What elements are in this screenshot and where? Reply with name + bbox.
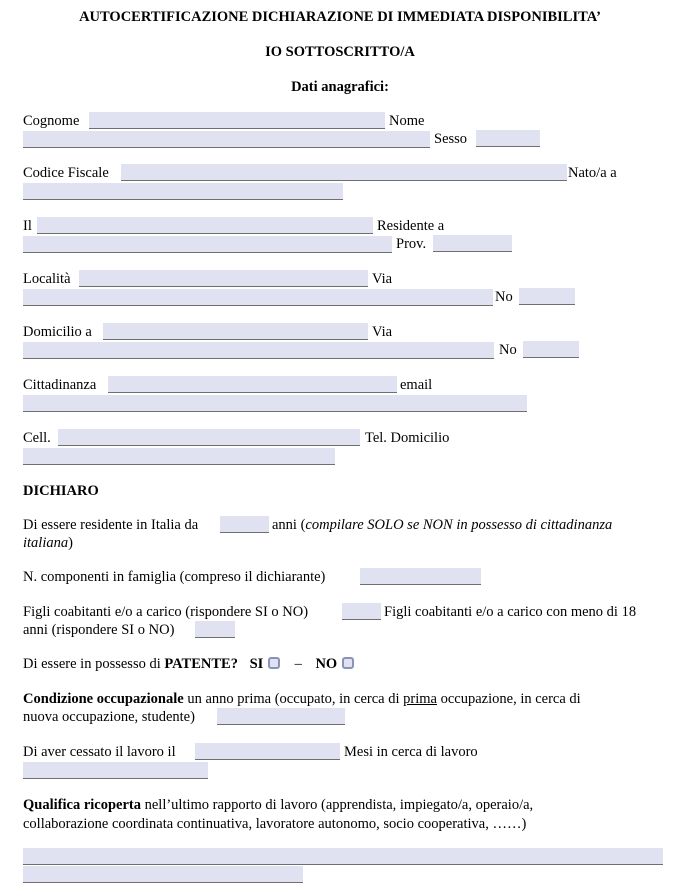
nome-field[interactable]	[23, 131, 430, 148]
numero-civico-domicilio-field[interactable]	[523, 341, 579, 358]
data-cessazione-field[interactable]	[195, 743, 340, 760]
document-title: AUTOCERTIFICAZIONE DICHIARAZIONE DI IMMEDIATA DISPONIBILITA’	[79, 9, 601, 25]
residente-italia-label: Di essere residente in Italia da	[23, 517, 199, 533]
cittadinanza-label: Cittadinanza	[23, 377, 97, 393]
condizione-occupazionale-label: Condizione occupazionale un anno prima (occupato, in cerca di prima occupazione, in cerca di	[23, 691, 581, 707]
figli-minori-label-cont: anni (rispondere SI o NO)	[23, 622, 175, 638]
no-domicilio-label: No	[499, 342, 517, 358]
email-field[interactable]	[23, 395, 527, 412]
figli-minori-field[interactable]	[195, 621, 235, 638]
dichiaro-heading: DICHIARO	[23, 483, 99, 499]
numero-civico-residenza-field[interactable]	[519, 288, 575, 305]
domicilio-a-field[interactable]	[103, 323, 368, 340]
figli-carico-field[interactable]	[342, 603, 381, 620]
section-heading: Dati anagrafici:	[291, 79, 389, 95]
domicilio-a-label: Domicilio a	[23, 324, 92, 340]
via-domicilio-label: Via	[372, 324, 393, 340]
qualifica-label: Qualifica ricoperta nell’ultimo rapporto di lavoro (apprendista, impiegato/a, operaio/a,	[23, 797, 534, 813]
qualifica-field[interactable]	[23, 848, 663, 865]
localita-field[interactable]	[79, 270, 368, 287]
via-label: Via	[372, 271, 393, 287]
figli-carico-label: Figli coabitanti e/o a carico (rispondere SI o NO)	[23, 604, 309, 620]
residente-a-label: Residente a	[377, 218, 445, 234]
cognome-label: Cognome	[23, 113, 80, 129]
cell-field[interactable]	[58, 429, 360, 446]
sesso-field[interactable]	[476, 130, 540, 147]
patente-row: Di essere in possesso di PATENTE? SI – NO	[23, 656, 355, 673]
subtitle: IO SOTTOSCRITTO/A	[265, 44, 415, 60]
patente-no-radio[interactable]	[342, 657, 354, 669]
codice-fiscale-label: Codice Fiscale	[23, 165, 109, 181]
mesi-ricerca-field[interactable]	[23, 762, 208, 779]
via-domicilio-field[interactable]	[23, 342, 494, 359]
qualifica-field-cont[interactable]	[23, 866, 303, 883]
mesi-ricerca-label: Mesi in cerca di lavoro	[344, 744, 478, 760]
nome-label: Nome	[389, 113, 425, 129]
prov-label: Prov.	[396, 236, 427, 252]
residente-italia-note: anni (compilare SOLO se NON in possesso di cittadinanza	[272, 517, 613, 533]
componenti-famiglia-field[interactable]	[360, 568, 481, 585]
qualifica-label-cont: collaborazione coordinata continuativa, lavoratore autonomo, socio cooperativa, ……)	[23, 816, 527, 832]
residente-italia-note-cont: italiana)	[23, 535, 73, 551]
componenti-famiglia-label: N. componenti in famiglia (compreso il dichiarante)	[23, 569, 326, 585]
condizione-occupazionale-label-cont: nuova occupazione, studente)	[23, 709, 195, 725]
tel-domicilio-field[interactable]	[23, 448, 335, 465]
cognome-field[interactable]	[89, 112, 385, 129]
email-label: email	[400, 377, 433, 393]
prov-field[interactable]	[433, 235, 512, 252]
via-residenza-field[interactable]	[23, 289, 493, 306]
nato-a-field[interactable]	[23, 183, 343, 200]
residente-a-field[interactable]	[23, 236, 392, 253]
condizione-occupazionale-field[interactable]	[217, 708, 345, 725]
sesso-label: Sesso	[434, 131, 468, 147]
figli-minori-label: Figli coabitanti e/o a carico con meno di 18	[384, 604, 637, 620]
anni-residenza-field[interactable]	[220, 516, 269, 533]
cessato-lavoro-label: Di aver cessato il lavoro il	[23, 744, 176, 760]
localita-label: Località	[23, 271, 71, 287]
data-nascita-field[interactable]	[37, 217, 373, 234]
patente-si-radio[interactable]	[268, 657, 280, 669]
cittadinanza-field[interactable]	[108, 376, 397, 393]
tel-domicilio-label: Tel. Domicilio	[365, 430, 450, 446]
no-label: No	[495, 289, 513, 305]
il-label: Il	[23, 218, 32, 234]
cell-label: Cell.	[23, 430, 51, 446]
nato-a-label: Nato/a a	[568, 165, 617, 181]
codice-fiscale-field[interactable]	[121, 164, 567, 181]
